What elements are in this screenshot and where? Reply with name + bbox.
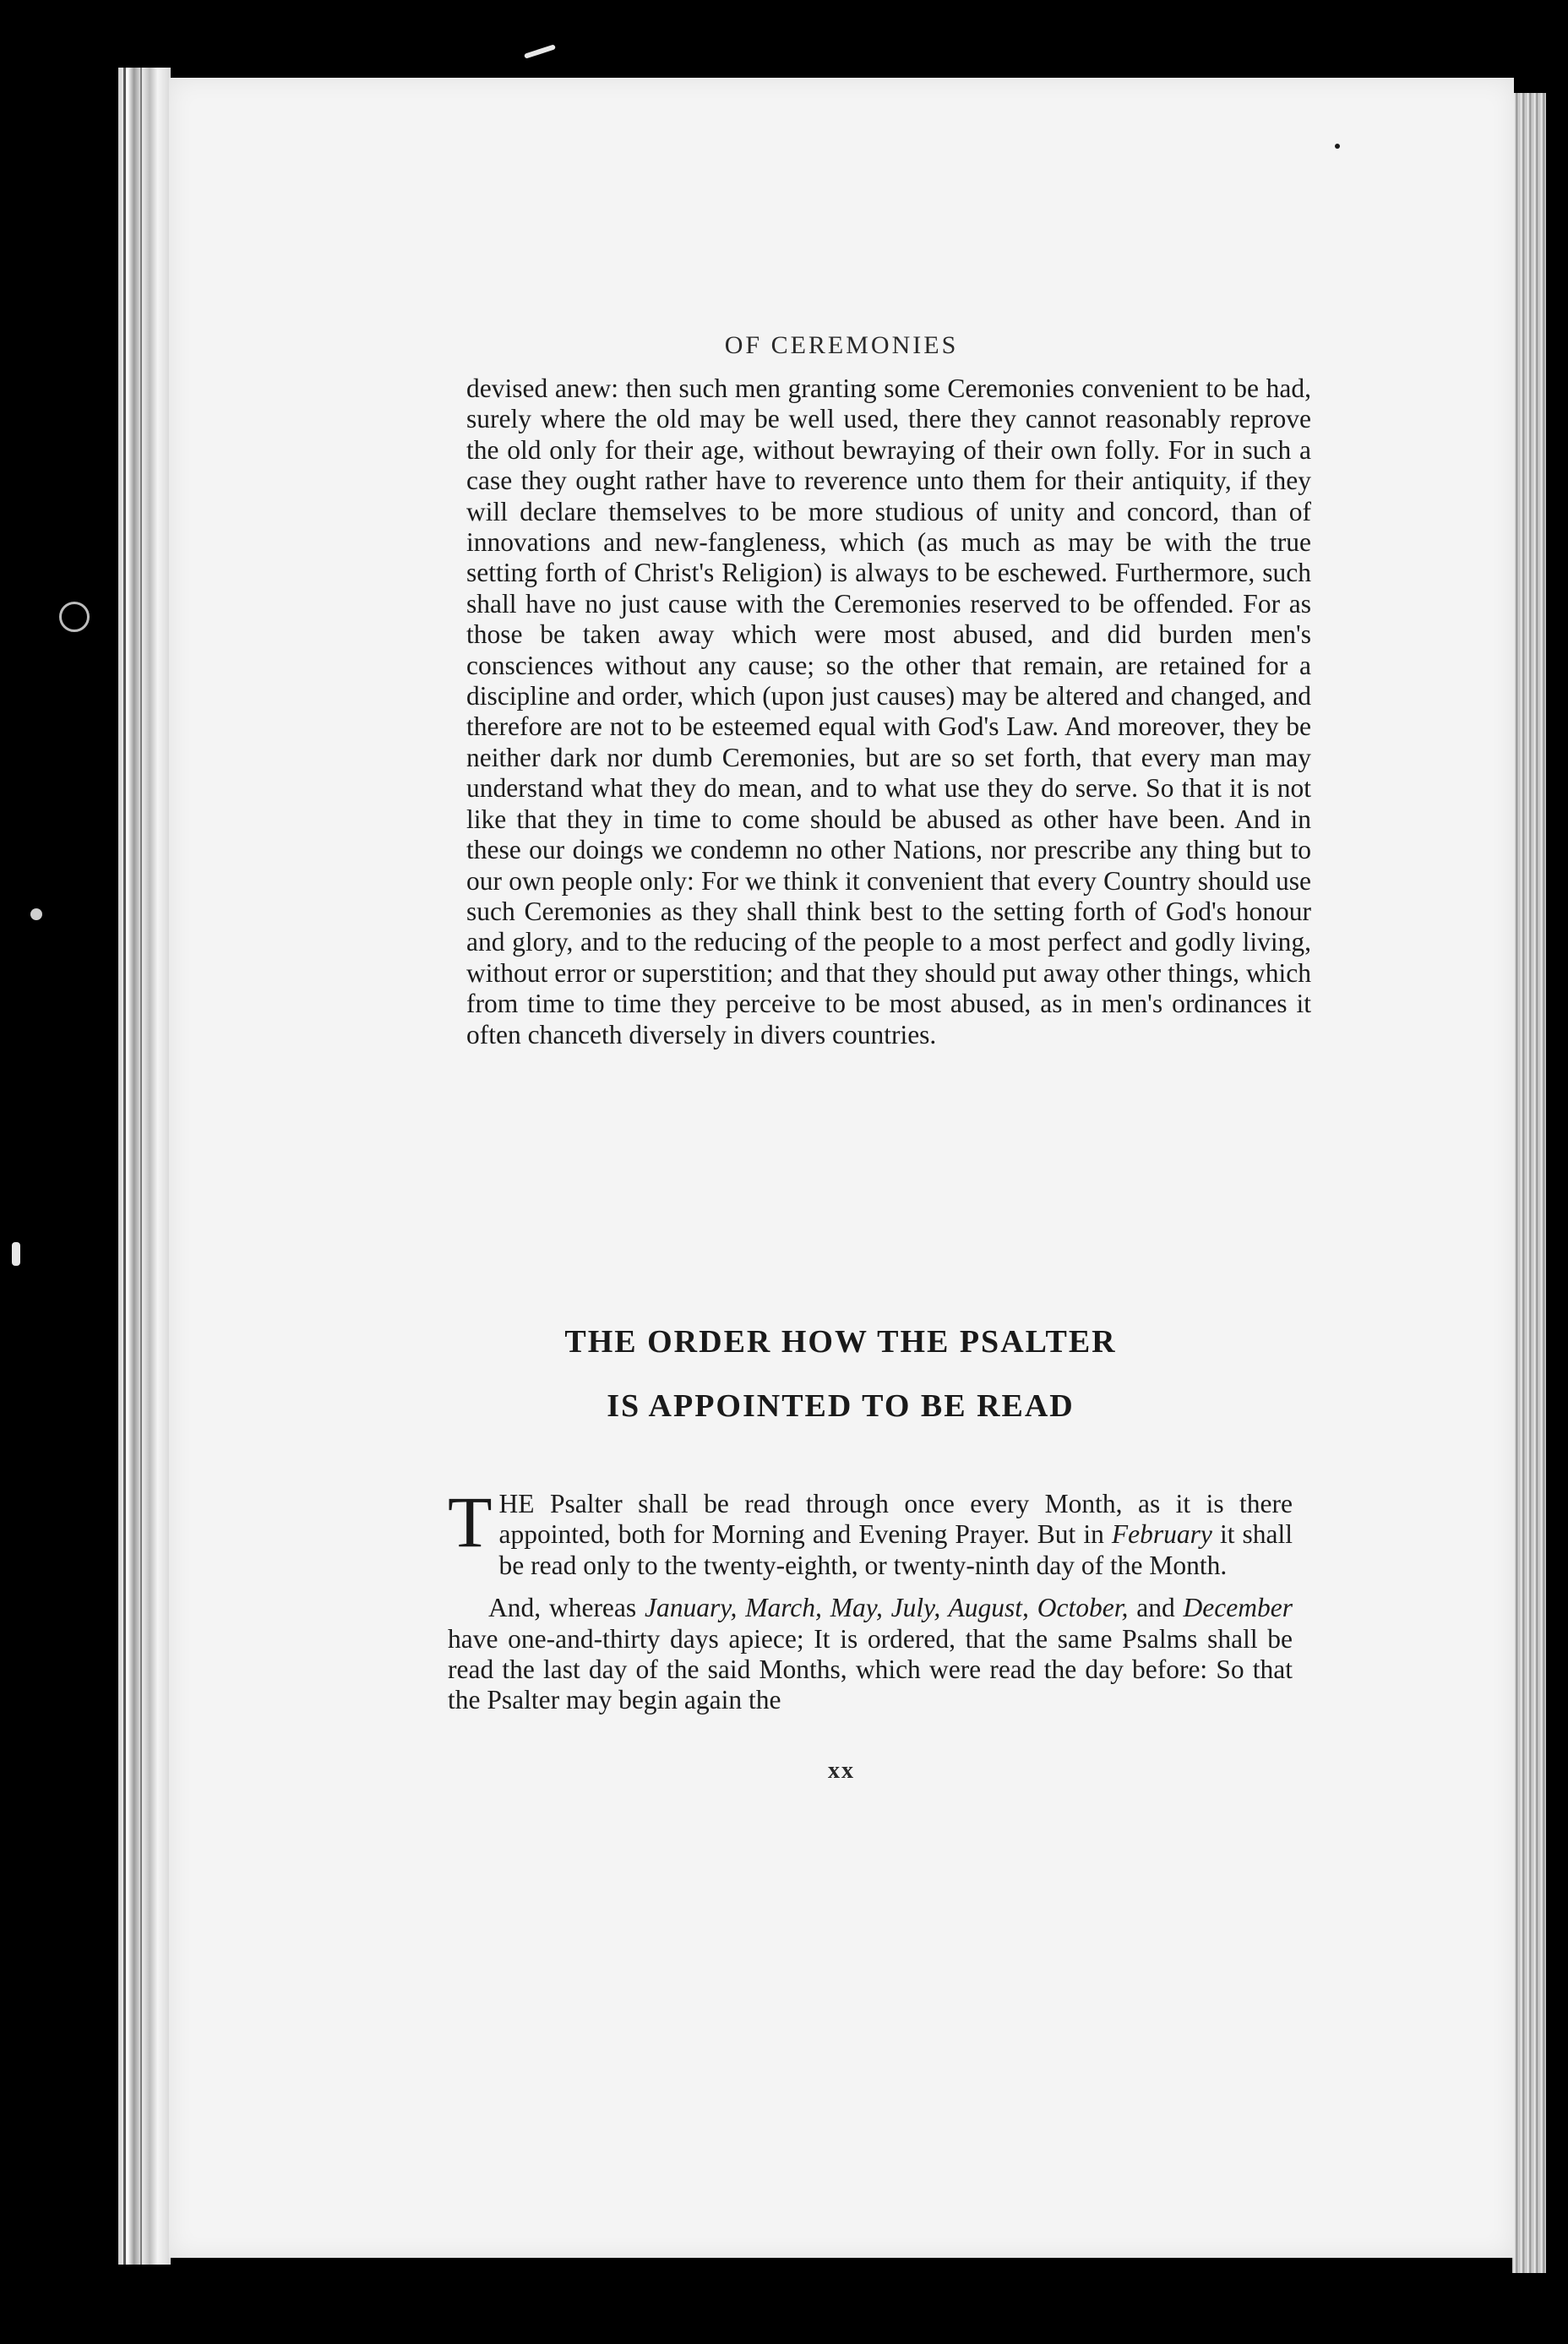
text-segment: and — [1128, 1593, 1184, 1623]
psalter-paragraph-1 — [448, 1481, 1293, 1581]
text-segment: HE Psalter shall be read through once every Month, as it is there appointed, both for Morning and Evening Prayer. But in — [498, 1489, 1293, 1550]
book-page — [169, 78, 1514, 2258]
text-segment: And, whereas — [488, 1593, 645, 1623]
film-speck — [30, 908, 42, 920]
italic-month: February — [1111, 1519, 1212, 1550]
film-speck — [524, 44, 556, 58]
film-speck — [1335, 144, 1340, 149]
italic-months: January, March, May, July, August, October, — [645, 1593, 1129, 1623]
text-segment: it shall be read only to the twenty-eighth, or twenty-ninth day of the Month. — [498, 1519, 1293, 1580]
drop-cap: T — [448, 1481, 493, 1562]
page-stack-edge — [1512, 93, 1546, 2273]
book-gutter — [118, 68, 171, 2265]
film-speck — [59, 602, 90, 632]
italic-month: December — [1183, 1593, 1293, 1623]
psalter-paragraph-2 — [448, 1593, 1293, 1716]
section-heading-line-2: IS APPOINTED TO BE READ — [607, 1388, 1075, 1424]
paragraph: devised anew: then such men granting some Ceremonies convenient to be had, surely where the old may be well used, there they cannot reasonably reprove the old only for their age, without bewraying of their own folly. For in such a case they ought rather have to reverence unto them for their antiquity, if they will declare themselves to be more studious of unity and concord, than of innovations and new-fangleness, which (as much as may be with the true setting forth of Christ's Religion) is always to be eschewed. Furthermore, such shall have no just cause with the Ceremonies reserved to be offended. For as those be taken away which were most abused, and did burden men's consciences without any cause; so the other that remain, are retained for a discipline and order, which (upon just causes) may be altered and changed, and therefore are not to be esteemed equal with God's Law. And moreover, they be neither dark nor dumb Ceremonies, but are so set forth, that every man may understand what they do mean, and to what use they do serve. So that it is not like that they in time to come should be abused as other have been. And in these our doings we condemn no other Nations, nor prescribe any thing but to our own people only: For we think it convenient that every Country should use such Ceremonies as they shall think best to the setting forth of God's honour and glory, and to the reducing of the people to a most perfect and godly living, without error or superstition; and that they should put away other things, which from time to time they perceive to be most abused, as in men's ordinances it often chanceth diversely in divers countries. — [466, 373, 1311, 1049]
film-speck — [12, 1242, 20, 1266]
ceremonies-text — [466, 373, 1311, 1050]
text-segment: have one-and-thirty days apiece; It is ordered, that the same Psalms shall be read the last day of the said Months, which were read the day before: So that the Psalter may begin again the — [448, 1623, 1293, 1715]
running-head: OF CEREMONIES — [724, 331, 959, 359]
psalter-text — [448, 1481, 1293, 1728]
page-number: xx — [828, 1758, 855, 1784]
section-heading-line-1: THE ORDER HOW THE PSALTER — [564, 1324, 1117, 1360]
